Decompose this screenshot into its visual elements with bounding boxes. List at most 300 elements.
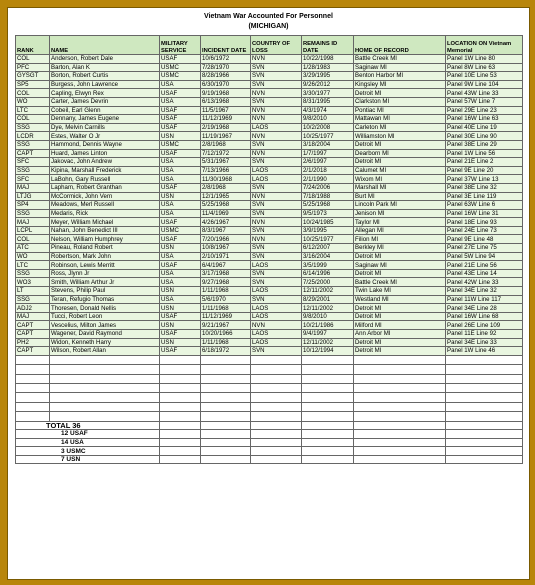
cell-memorial: Panel 24E Line 73 — [446, 226, 523, 235]
cell-incident-date: 2/19/1968 — [201, 123, 251, 132]
cell-remains-id: 10/21/1986 — [302, 321, 354, 330]
cell-memorial: Panel 8W Line 63 — [446, 63, 523, 72]
table-row — [16, 209, 523, 218]
cell-remains-id: 3/16/2004 — [302, 252, 354, 261]
cell-rank: GYSGT — [16, 72, 50, 81]
empty-cell — [354, 374, 446, 383]
empty-cell — [201, 438, 251, 447]
empty-cell — [302, 393, 354, 402]
cell-remains-id: 10/22/1998 — [302, 55, 354, 64]
empty-cell — [50, 383, 160, 392]
table-row — [16, 55, 523, 64]
cell-remains-id: 3/18/2004 — [302, 140, 354, 149]
personnel-table — [15, 35, 523, 464]
empty-cell — [446, 355, 523, 364]
total-usn: 7 USN — [16, 455, 160, 464]
cell-country: SVN — [251, 80, 302, 89]
empty-cell — [201, 383, 251, 392]
cell-name: Vescelius, Milton James — [50, 321, 160, 330]
cell-country: SVN — [251, 252, 302, 261]
cell-home: Wixom MI — [354, 175, 446, 184]
cell-rank: COL — [16, 235, 50, 244]
cell-memorial: Panel 37W Line 13 — [446, 175, 523, 184]
empty-cell — [251, 447, 302, 456]
empty-cell — [16, 412, 50, 421]
cell-incident-date: 8/3/1967 — [201, 226, 251, 235]
empty-cell — [446, 365, 523, 374]
cell-remains-id: 6/12/2007 — [302, 244, 354, 253]
cell-memorial: Panel 11E Line 92 — [446, 330, 523, 339]
empty-cell — [251, 421, 302, 430]
cell-home: Battle Creek MI — [354, 55, 446, 64]
cell-name: Kipina, Marshall Frederick — [50, 166, 160, 175]
cell-service: USMC — [160, 72, 201, 81]
cell-memorial: Panel 26E Line 109 — [446, 321, 523, 330]
empty-cell — [160, 402, 201, 411]
cell-rank: COL — [16, 89, 50, 98]
cell-incident-date: 10/8/1967 — [201, 244, 251, 253]
cell-memorial: Panel 43W Line 33 — [446, 89, 523, 98]
cell-country: SVN — [251, 226, 302, 235]
empty-cell — [251, 455, 302, 464]
empty-cell — [16, 383, 50, 392]
cell-name: Robinson, Lewis Merritt — [50, 261, 160, 270]
cell-rank: COL — [16, 55, 50, 64]
cell-service: USN — [160, 338, 201, 347]
cell-home: Taylor MI — [354, 218, 446, 227]
empty-cell — [251, 355, 302, 364]
cell-country: SVN — [251, 72, 302, 81]
col-header-home: HOME OF RECORD — [354, 36, 446, 55]
cell-rank: WO — [16, 97, 50, 106]
cell-memorial: Panel 27E Line 75 — [446, 244, 523, 253]
table-row — [16, 149, 523, 158]
cell-service: USA — [160, 158, 201, 167]
cell-rank: LCDR — [16, 132, 50, 141]
cell-name: Smith, William Arthur Jr — [50, 278, 160, 287]
table-row — [16, 63, 523, 72]
col-header-country: COUNTRY OF LOSS — [251, 36, 302, 55]
empty-cell — [160, 430, 201, 439]
table-row — [16, 123, 523, 132]
table-row — [16, 347, 523, 356]
empty-cell — [16, 402, 50, 411]
cell-home: Burt MI — [354, 192, 446, 201]
cell-rank: WO — [16, 252, 50, 261]
cell-incident-date: 4/26/1967 — [201, 218, 251, 227]
cell-memorial: Panel 30E Line 90 — [446, 132, 523, 141]
cell-remains-id: 3/5/1999 — [302, 261, 354, 270]
empty-cell — [16, 355, 50, 364]
cell-incident-date: 10/6/1972 — [201, 55, 251, 64]
empty-cell — [354, 447, 446, 456]
cell-rank: LTC — [16, 261, 50, 270]
cell-remains-id: 12/11/2002 — [302, 304, 354, 313]
empty-row — [16, 355, 523, 364]
cell-name: Meyer, William Michael — [50, 218, 160, 227]
cell-home: Allegan MI — [354, 226, 446, 235]
empty-cell — [302, 374, 354, 383]
empty-cell — [201, 421, 251, 430]
cell-name: Wilson, Robert Allan — [50, 347, 160, 356]
cell-remains-id: 9/4/1997 — [302, 330, 354, 339]
empty-cell — [446, 430, 523, 439]
empty-cell — [302, 421, 354, 430]
cell-remains-id: 8/29/2001 — [302, 295, 354, 304]
empty-cell — [446, 421, 523, 430]
cell-remains-id: 10/12/1994 — [302, 347, 354, 356]
cell-memorial: Panel 29E Line 23 — [446, 106, 523, 115]
cell-home: Lincoln Park MI — [354, 201, 446, 210]
cell-memorial: Panel 34E Line 33 — [446, 338, 523, 347]
empty-row — [16, 365, 523, 374]
cell-home: Dearborn MI — [354, 149, 446, 158]
cell-name: Teran, Refugio Thomas — [50, 295, 160, 304]
cell-name: Carter, James Devrin — [50, 97, 160, 106]
empty-cell — [50, 374, 160, 383]
cell-name: Tucci, Robert Leon — [50, 312, 160, 321]
table-row — [16, 106, 523, 115]
cell-remains-id: 9/26/2012 — [302, 80, 354, 89]
cell-name: Medaris, Rick — [50, 209, 160, 218]
table-row — [16, 140, 523, 149]
cell-remains-id: 8/31/1995 — [302, 97, 354, 106]
cell-remains-id: 9/5/1973 — [302, 209, 354, 218]
cell-country: SVN — [251, 295, 302, 304]
cell-incident-date: 10/20/1966 — [201, 330, 251, 339]
empty-cell — [50, 412, 160, 421]
cell-name: Barton, Alan K — [50, 63, 160, 72]
empty-cell — [160, 365, 201, 374]
cell-remains-id: 7/24/2006 — [302, 183, 354, 192]
table-row — [16, 338, 523, 347]
cell-service: USN — [160, 192, 201, 201]
cell-rank: CAPT — [16, 149, 50, 158]
header-row — [16, 36, 523, 55]
cell-service: USA — [160, 209, 201, 218]
empty-cell — [251, 402, 302, 411]
empty-cell — [302, 355, 354, 364]
table-row — [16, 175, 523, 184]
cell-service: USMC — [160, 63, 201, 72]
report-sheet — [7, 7, 530, 580]
empty-cell — [251, 365, 302, 374]
cell-rank: COL — [16, 115, 50, 124]
cell-service: USAF — [160, 55, 201, 64]
table-row — [16, 166, 523, 175]
empty-cell — [251, 412, 302, 421]
cell-country: NVN — [251, 235, 302, 244]
cell-remains-id: 12/11/2002 — [302, 338, 354, 347]
cell-memorial: Panel 10E Line 53 — [446, 72, 523, 81]
cell-rank: PH2 — [16, 338, 50, 347]
cell-country: NVN — [251, 115, 302, 124]
cell-service: USAF — [160, 115, 201, 124]
empty-cell — [446, 455, 523, 464]
table-row — [16, 295, 523, 304]
cell-memorial: Panel 21E Line 56 — [446, 261, 523, 270]
table-row — [16, 115, 523, 124]
cell-rank: SSG — [16, 166, 50, 175]
cell-home: Calumet MI — [354, 166, 446, 175]
empty-cell — [302, 365, 354, 374]
cell-service: USAF — [160, 183, 201, 192]
empty-row — [16, 402, 523, 411]
empty-cell — [16, 365, 50, 374]
empty-cell — [354, 365, 446, 374]
empty-row — [16, 383, 523, 392]
cell-service: USAF — [160, 312, 201, 321]
table-row — [16, 312, 523, 321]
empty-cell — [251, 374, 302, 383]
empty-cell — [302, 383, 354, 392]
cell-home: Battle Creek MI — [354, 278, 446, 287]
cell-memorial: Panel 38E Line 32 — [446, 183, 523, 192]
cell-memorial: Panel 34E Line 28 — [446, 304, 523, 313]
cell-memorial: Panel 63W Line 6 — [446, 201, 523, 210]
cell-rank: LT — [16, 287, 50, 296]
cell-service: USN — [160, 244, 201, 253]
cell-incident-date: 1/11/1968 — [201, 304, 251, 313]
cell-remains-id: 2/6/1997 — [302, 158, 354, 167]
table-row — [16, 278, 523, 287]
empty-cell — [446, 402, 523, 411]
cell-name: Dennany, James Eugene — [50, 115, 160, 124]
table-row — [16, 97, 523, 106]
cell-home: Milford MI — [354, 321, 446, 330]
cell-rank: LCPL — [16, 226, 50, 235]
cell-memorial: Panel 3E Line 119 — [446, 192, 523, 201]
cell-home: Jenison MI — [354, 209, 446, 218]
empty-cell — [446, 412, 523, 421]
cell-service: USA — [160, 201, 201, 210]
cell-service: USAF — [160, 347, 201, 356]
cell-remains-id: 9/8/2010 — [302, 115, 354, 124]
cell-memorial: Panel 16W Line 31 — [446, 209, 523, 218]
cell-name: Widon, Kenneth Harry — [50, 338, 160, 347]
cell-name: McCormick, John Vern — [50, 192, 160, 201]
cell-rank: SSG — [16, 269, 50, 278]
cell-rank: CAPT — [16, 321, 50, 330]
table-row — [16, 183, 523, 192]
cell-service: USN — [160, 304, 201, 313]
cell-remains-id: 3/29/1995 — [302, 72, 354, 81]
cell-name: Dye, Melvin Carnills — [50, 123, 160, 132]
cell-incident-date: 6/30/1970 — [201, 80, 251, 89]
cell-home: Detroit MI — [354, 269, 446, 278]
table-row — [16, 287, 523, 296]
cell-home: Detroit MI — [354, 158, 446, 167]
cell-country: LAOS — [251, 166, 302, 175]
cell-incident-date: 5/6/1970 — [201, 295, 251, 304]
cell-home: Detroit MI — [354, 338, 446, 347]
cell-country: SVN — [251, 140, 302, 149]
cell-memorial: Panel 16W Line 68 — [446, 312, 523, 321]
table-row — [16, 192, 523, 201]
cell-country: SVN — [251, 244, 302, 253]
cell-memorial: Panel 34E Line 32 — [446, 287, 523, 296]
table-row — [16, 201, 523, 210]
empty-cell — [354, 430, 446, 439]
cell-country: NVN — [251, 55, 302, 64]
cell-remains-id: 10/25/1977 — [302, 132, 354, 141]
cell-home: Carleton MI — [354, 123, 446, 132]
table-row — [16, 72, 523, 81]
cell-remains-id: 4/3/1974 — [302, 106, 354, 115]
cell-home: Detroit MI — [354, 140, 446, 149]
empty-cell — [50, 365, 160, 374]
cell-name: Huard, James Linton — [50, 149, 160, 158]
cell-name: Hammond, Dennis Wayne — [50, 140, 160, 149]
empty-cell — [50, 393, 160, 402]
cell-country: SVN — [251, 347, 302, 356]
empty-cell — [201, 402, 251, 411]
cell-service: USAF — [160, 235, 201, 244]
cell-remains-id: 1/7/1997 — [302, 149, 354, 158]
totals-row — [16, 455, 523, 464]
cell-rank: LTJG — [16, 192, 50, 201]
cell-name: Cobeil, Earl Glenn — [50, 106, 160, 115]
empty-cell — [446, 447, 523, 456]
cell-incident-date: 11/4/1969 — [201, 209, 251, 218]
cell-name: Stevens, Philip Paul — [50, 287, 160, 296]
cell-name: Ross, Jlynn Jr — [50, 269, 160, 278]
cell-memorial: Panel 38E Line 29 — [446, 140, 523, 149]
cell-home: Mattawan MI — [354, 115, 446, 124]
table-row — [16, 132, 523, 141]
empty-cell — [251, 393, 302, 402]
cell-incident-date: 11/12/1969 — [201, 312, 251, 321]
table-row — [16, 235, 523, 244]
cell-service: USAF — [160, 123, 201, 132]
table-row — [16, 261, 523, 270]
table-row — [16, 80, 523, 89]
total-usaf: 12 USAF — [16, 430, 160, 439]
empty-cell — [354, 383, 446, 392]
cell-incident-date: 2/8/1968 — [201, 140, 251, 149]
empty-cell — [201, 374, 251, 383]
cell-incident-date: 7/12/1972 — [201, 149, 251, 158]
cell-remains-id: 5/25/1968 — [302, 201, 354, 210]
cell-incident-date: 7/13/1966 — [201, 166, 251, 175]
cell-home: Berkley MI — [354, 244, 446, 253]
cell-name: LaBohn, Gary Russell — [50, 175, 160, 184]
empty-cell — [446, 393, 523, 402]
cell-home: Detroit MI — [354, 304, 446, 313]
cell-rank: WO3 — [16, 278, 50, 287]
cell-remains-id: 6/14/1996 — [302, 269, 354, 278]
table-row — [16, 304, 523, 313]
empty-cell — [354, 438, 446, 447]
cell-incident-date: 8/28/1966 — [201, 72, 251, 81]
table-row — [16, 158, 523, 167]
total-usmc: 3 USMC — [16, 447, 160, 456]
cell-name: Meadows, Merl Russell — [50, 201, 160, 210]
cell-remains-id: 3/30/1977 — [302, 89, 354, 98]
cell-country: NVN — [251, 132, 302, 141]
cell-service: USA — [160, 175, 201, 184]
empty-cell — [446, 383, 523, 392]
cell-incident-date: 7/20/1966 — [201, 235, 251, 244]
cell-home: Detroit MI — [354, 89, 446, 98]
cell-incident-date: 7/28/1970 — [201, 63, 251, 72]
cell-home: Pontiac MI — [354, 106, 446, 115]
table-row — [16, 244, 523, 253]
cell-remains-id: 10/25/1977 — [302, 235, 354, 244]
cell-memorial: Panel 9E Line 20 — [446, 166, 523, 175]
cell-name: Borton, Robert Curtis — [50, 72, 160, 81]
report-title: Vietnam War Accounted For Personnel — [204, 13, 333, 20]
cell-home: Saginaw MI — [354, 261, 446, 270]
cell-country: LAOS — [251, 261, 302, 270]
cell-name: Nahan, John Benedict III — [50, 226, 160, 235]
cell-home: Detroit MI — [354, 312, 446, 321]
cell-country: SVN — [251, 97, 302, 106]
empty-cell — [16, 374, 50, 383]
cell-remains-id: 12/11/2002 — [302, 287, 354, 296]
cell-memorial: Panel 11W Line 117 — [446, 295, 523, 304]
col-header-memorial: LOCATION ON Vietnam Memorial — [446, 36, 523, 55]
cell-rank: SFC — [16, 175, 50, 184]
empty-cell — [201, 365, 251, 374]
empty-cell — [302, 455, 354, 464]
empty-cell — [16, 393, 50, 402]
empty-cell — [160, 421, 201, 430]
total-usa: 14 USA — [16, 438, 160, 447]
col-header-incident-date: INCIDENT DATE — [201, 36, 251, 55]
cell-incident-date: 6/18/1972 — [201, 347, 251, 356]
cell-memorial: Panel 42W Line 33 — [446, 278, 523, 287]
cell-home: Filion MI — [354, 235, 446, 244]
col-header-service: MILITARY SERVICE — [160, 36, 201, 55]
cell-country: NVN — [251, 192, 302, 201]
cell-service: USAF — [160, 106, 201, 115]
table-row — [16, 269, 523, 278]
cell-name: Anderson, Robert Dale — [50, 55, 160, 64]
cell-home: Detroit MI — [354, 252, 446, 261]
cell-memorial: Panel 5W Line 94 — [446, 252, 523, 261]
totals-row — [16, 421, 523, 430]
cell-memorial: Panel 1W Line 56 — [446, 149, 523, 158]
totals-row — [16, 438, 523, 447]
cell-name: Capling, Elwyn Rex — [50, 89, 160, 98]
cell-service: USAF — [160, 89, 201, 98]
cell-service: USA — [160, 166, 201, 175]
empty-cell — [354, 402, 446, 411]
cell-memorial: Panel 21E Line 2 — [446, 158, 523, 167]
cell-rank: SP4 — [16, 201, 50, 210]
table-row — [16, 252, 523, 261]
cell-country: NVN — [251, 218, 302, 227]
cell-country: SVN — [251, 278, 302, 287]
cell-remains-id: 9/8/2010 — [302, 312, 354, 321]
cell-country: SVN — [251, 63, 302, 72]
cell-service: USN — [160, 287, 201, 296]
cell-service: USAF — [160, 149, 201, 158]
cell-rank: SFC — [16, 158, 50, 167]
empty-cell — [302, 402, 354, 411]
cell-memorial: Panel 57W Line 7 — [446, 97, 523, 106]
cell-incident-date: 1/11/1968 — [201, 338, 251, 347]
cell-remains-id: 7/18/1988 — [302, 192, 354, 201]
cell-rank: ADJ2 — [16, 304, 50, 313]
cell-name: Estes, Walter O Jr — [50, 132, 160, 141]
cell-home: Benton Harbor MI — [354, 72, 446, 81]
col-header-name: NAME — [50, 36, 160, 55]
cell-service: USN — [160, 321, 201, 330]
empty-cell — [50, 402, 160, 411]
cell-incident-date: 9/21/1967 — [201, 321, 251, 330]
